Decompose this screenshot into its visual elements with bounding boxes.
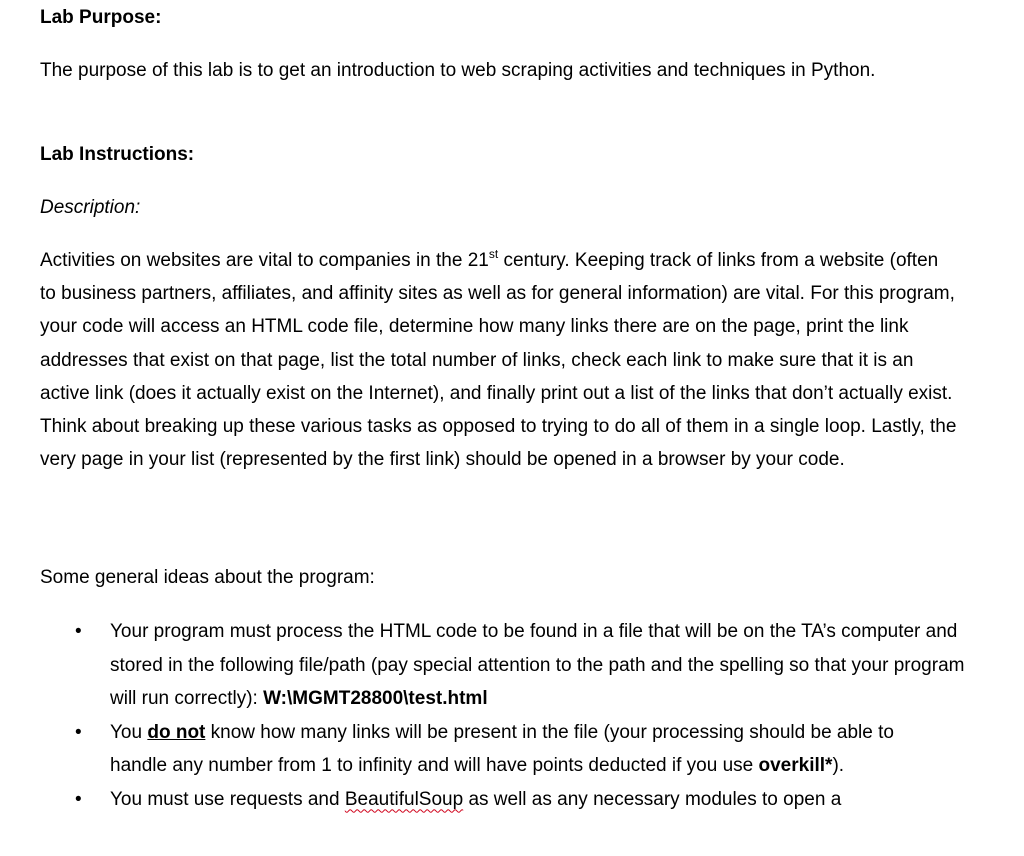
spellcheck-flagged-word: BeautifulSoup	[344, 788, 464, 810]
bullet-text-post: know how many links will be present in the file (your processing should be able to handle any number from 1 to infinity and will have points deducted if you use	[110, 721, 894, 776]
ideas-intro: Some general ideas about the program:	[40, 567, 375, 588]
bullet-text-end: ).	[832, 755, 845, 776]
description-heading: Description:	[40, 197, 141, 218]
ideas-bullet-list	[40, 615, 980, 816]
bullet-glyph: •	[75, 721, 82, 743]
bullet-text-post: as well as any necessary modules to open a	[463, 788, 842, 810]
bullet-item-link-count	[40, 716, 950, 783]
bullet-text: Your program must process the HTML code to be found in a file that will be on the TA’s computer and stored in the following file/path (pay special attention to the path and the spelling so that your program will run correctly):	[110, 621, 965, 709]
bullet-glyph: •	[75, 621, 82, 642]
bullet-item-libraries	[40, 783, 960, 817]
description-text-part1: Activities on websites are vital to companies in the 21	[40, 250, 489, 271]
overkill-term: overkill*	[758, 755, 833, 776]
file-path: W:\MGMT28800\test.html	[263, 688, 488, 709]
bullet-item-file-path	[40, 615, 970, 716]
lab-purpose-paragraph: The purpose of this lab is to get an introduction to web scraping activities and techniques in Python.	[40, 60, 876, 81]
bullet-glyph: •	[75, 788, 82, 810]
description-paragraph	[40, 244, 958, 476]
lab-purpose-heading: Lab Purpose:	[40, 7, 162, 28]
bullet-text-pre: You must use requests and	[110, 788, 345, 810]
lab-instructions-heading: Lab Instructions:	[40, 144, 195, 165]
ordinal-superscript: st	[488, 247, 499, 261]
description-text-part2: century. Keeping track of links from a website (often to business partners, affiliates, and affinity sites as well as for general information) are vital. For this program, your code will access an HTML code file, determine how many links there are on the page, print the link addresses that exist on that page, list the total number of links, check each link to make sure that it is an active link (does it actually exist on the Internet), and finally print out a list of the links that don’t actually exist. Think about breaking up these various tasks as opposed to trying to do all of them in a single loop. Lastly, the very page in your list (represented by the first link) should be opened in a browser by your code.	[40, 250, 957, 471]
bullet-text-pre: You	[110, 721, 148, 743]
emphasis-do-not: do not	[147, 721, 206, 743]
